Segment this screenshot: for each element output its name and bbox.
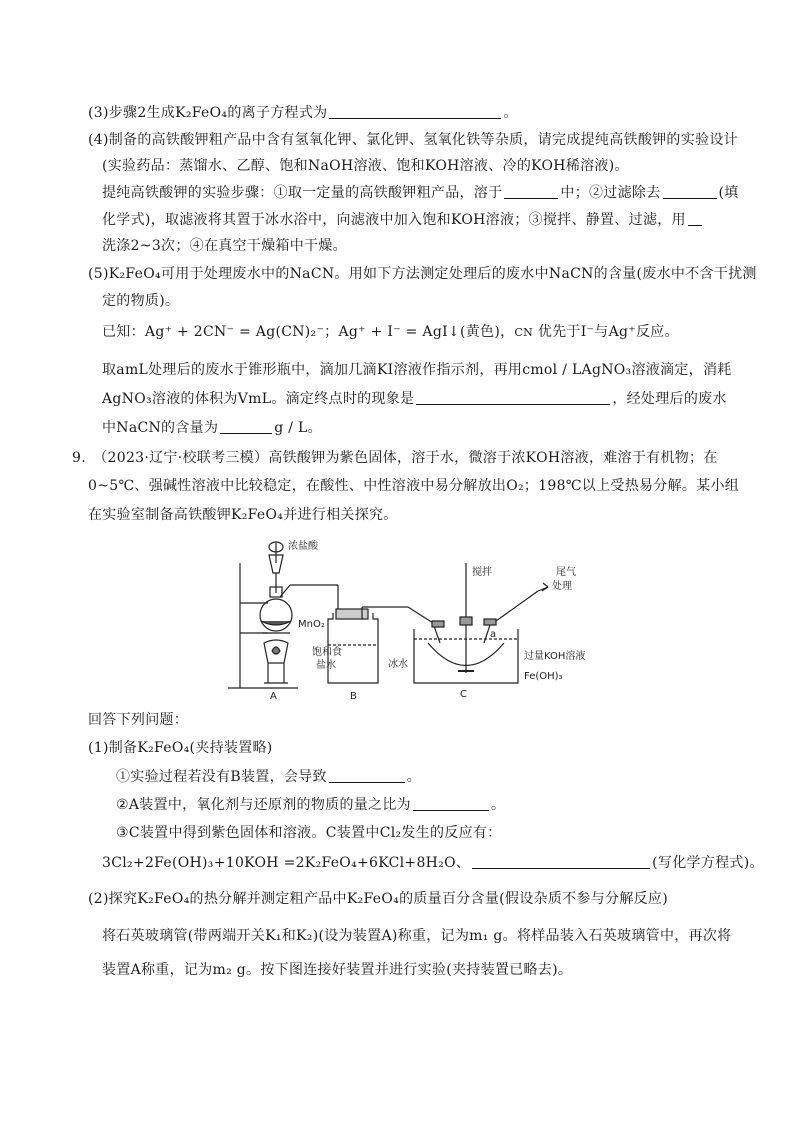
question-5-line-6: [102, 418, 322, 438]
formula-m2: m₂: [212, 962, 233, 978]
q5-text: (黄色)，: [459, 324, 515, 340]
formula-naoh: NaOH: [307, 158, 354, 174]
q9-text: 。: [406, 769, 422, 785]
part-2-heading: [88, 889, 668, 909]
apparatus-c: [414, 563, 548, 683]
formula-agno3-titrant: cmol / LAgNO₃: [522, 362, 632, 378]
q9-text: (写化学方程式)。: [652, 855, 764, 871]
q3-text-2: 的离子方程式为: [227, 105, 328, 121]
q5-text: 与: [594, 324, 609, 340]
label-apparatus-c: C: [460, 689, 467, 700]
formula-koh: KOH: [450, 212, 486, 228]
question-4-line-5: [102, 236, 347, 256]
q5-text: 定的物质)。: [102, 293, 180, 309]
formula-k1: K₁: [265, 928, 282, 944]
question-4-line-2: [102, 156, 629, 176]
q9-text: 的热分解并测定粗产品中: [189, 891, 347, 907]
q5-text: ，经处理后的废水: [612, 391, 727, 407]
formula-agno3: AgNO₃: [102, 391, 152, 407]
q9-text: 在实验室制备高铁酸钾: [88, 507, 231, 523]
q9-text: 发生的反应有：: [401, 825, 502, 841]
label-feoh3: Fe(OH)₃: [524, 671, 563, 682]
label-tail-gas-2: 处理: [552, 581, 572, 592]
q3-text: (3)步骤2生成: [88, 105, 176, 121]
q9-text: ②A装置中，氧化剂与还原剂的物质的量之比为: [116, 797, 411, 813]
answer-blank[interactable]: [329, 767, 405, 783]
answer-blank[interactable]: [663, 183, 717, 199]
formula-k2feo4: K₂FeO₄: [175, 105, 228, 121]
q9-text: (2)探究: [88, 891, 138, 907]
q9-text: 和: [281, 928, 297, 944]
question-4-line-3: [102, 183, 739, 203]
answer-blank[interactable]: [220, 418, 272, 434]
q4-text: 溶液、冷的: [459, 158, 532, 174]
question-5-line-1: [88, 264, 757, 284]
question-9-line-1: [72, 448, 718, 468]
label-ice-water: 冰水: [388, 659, 408, 670]
answer-prompt: [88, 710, 188, 730]
q9-text: ；198℃以上受热易分解。某小组: [523, 478, 740, 494]
q5-text: 中NaCN的含量为: [102, 420, 219, 436]
q5-text: (5): [88, 266, 109, 282]
formula-k2feo4: K₂FeO₄: [231, 507, 284, 523]
formula-cn: CN: [514, 326, 534, 339]
question-4-line-1: [88, 130, 738, 150]
formula-i-minus: I⁻: [580, 324, 595, 340]
formula-o2: O₂: [506, 478, 524, 494]
label-stir: 搅拌: [472, 567, 492, 578]
part-1-item-1: [116, 767, 421, 787]
q5-text: 已知：: [102, 324, 145, 340]
part-2-line-1: [102, 926, 731, 946]
question-5-line-2: [102, 291, 179, 311]
part-1-item-3: [116, 823, 502, 843]
formula-k2feo4: K₂FeO₄: [137, 740, 190, 756]
formula-ki: KI: [376, 362, 394, 378]
q4-text: 提纯高铁酸钾的实验步骤：①取一定量的高铁酸钾粗产品，溶于: [102, 185, 503, 201]
q4-text: 化学式)，取滤液将其置于冰水浴中，向滤液中加入饱和: [102, 212, 451, 228]
label-mno2: MnO₂: [298, 619, 325, 630]
formula-k2: K₂: [296, 928, 313, 944]
q9-text: 。: [490, 797, 506, 813]
apparatus-b: [328, 585, 433, 683]
q9-text: g。按下图连接好装置并进行实验(夹持装置已略去)。: [236, 962, 573, 978]
answer-blank[interactable]: [413, 795, 489, 811]
q4-text: (实验药品：蒸馏水、乙醇、饱和: [102, 158, 308, 174]
label-apparatus-a: A: [270, 691, 277, 702]
answer-blank[interactable]: [688, 210, 702, 226]
formula-vml: VmL: [237, 391, 272, 407]
question-9-line-2: [88, 476, 739, 496]
question-5-line-5: [102, 389, 727, 409]
answer-blank[interactable]: [329, 103, 501, 119]
q5-text: 溶液滴定，消耗: [631, 362, 732, 378]
part-1-equation: [102, 853, 764, 873]
q9-text: 的质量百分含量(假设杂质不参与分解反应): [399, 891, 668, 907]
q9-text: (夹持装置略): [189, 740, 273, 756]
q9-text: 0~5℃、强碱性溶液中比较稳定，在酸性、中性溶液中易分解放出: [88, 478, 507, 494]
label-hcl: 浓盐酸: [288, 541, 318, 552]
q5-text: 溶液的体积为: [151, 391, 238, 407]
question-9-line-3: [88, 505, 398, 525]
q5-text: 溶液作指示剂，再用: [393, 362, 523, 378]
label-saturated-nacl-2: 盐水: [316, 660, 336, 671]
q9-text: 回答下列问题：: [88, 712, 189, 728]
q4-text: 中；②过滤除去: [560, 185, 661, 201]
question-5-line-4: [102, 360, 732, 380]
formula-ag-plus: Ag⁺: [608, 324, 636, 340]
q4-text: (填: [718, 185, 739, 201]
question-4-line-4: [102, 210, 704, 230]
q5-text: 可用于处理废水中的NaCN。用如下方法测定处理后的废水中NaCN的含量(废水中不含干扰测: [160, 266, 757, 282]
label-apparatus-b: B: [350, 691, 357, 702]
apparatus-diagram: [228, 533, 600, 703]
q3-end: 。: [503, 105, 518, 121]
part-2-line-2: [102, 960, 572, 980]
q9-text: ①实验过程若没有B装置，会导致: [116, 769, 327, 785]
formula-koh: KOH: [531, 158, 566, 174]
q5-text: 。滴定终点时的现象是: [271, 391, 415, 407]
q9-text: 并进行相关探究。: [283, 507, 398, 523]
q4-text: (4)制备的高铁酸钾粗产品中含有氢氧化钾、氯化钾、氢氧化铁等杂质，请完成提纯高铁酸钾的实验设计: [88, 132, 738, 148]
answer-blank[interactable]: [504, 183, 558, 199]
q4-text: 洗涤2~3次；④在真空干燥箱中干燥。: [102, 238, 347, 254]
q9-text: g。将样品装入石英玻璃管中，再次将: [493, 928, 732, 944]
q5-text: 取amL处理后的废水于锥形瓶中，滴加几滴: [102, 362, 377, 378]
q5-text: 。: [307, 420, 322, 436]
equation-ag-i: Ag⁺ + I⁻ = AgI↓: [338, 324, 460, 340]
formula-k2feo4: K₂FeO₄: [137, 891, 190, 907]
equation-separator: 、: [455, 855, 471, 871]
question-5-line-3: 已知：Ag⁺ + 2CN⁻ = Ag(CN)₂⁻；Ag⁺ + I⁻ = AgI↓(黄色)，CN 优先于I⁻与Ag⁺反应。: [102, 324, 679, 340]
unit-g-per-l: g / L: [274, 420, 308, 436]
q4-text: 溶液、饱和: [353, 158, 425, 174]
q9-text: ③C装置中得到紫色固体和溶液。C装置中: [116, 825, 380, 841]
equation-main: 3Cl₂+2Fe(OH)₃+10KOH =2K₂FeO₄+6KCl+8H₂O: [102, 855, 456, 871]
label-saturated-nacl-1: 饱和食: [312, 647, 342, 658]
part-1-heading: [88, 738, 273, 758]
formula-m1: m₁: [469, 928, 489, 944]
formula-koh: KOH: [424, 158, 460, 174]
formula-k2feo4: K₂FeO₄: [346, 891, 400, 907]
question-3: [88, 103, 518, 123]
label-tail-gas-1: 尾气: [556, 567, 576, 578]
part-1-item-2: [116, 795, 505, 815]
q9-text: 9. （2023·辽宁·校联考三模）高铁酸钾为紫色固体，溶于水，微溶于浓KOH溶液，难溶于有机物；在: [72, 450, 718, 466]
q4-text: 稀溶液)。: [565, 158, 629, 174]
answer-blank[interactable]: [416, 389, 610, 405]
q9-text: 将石英玻璃管(带两端开关: [102, 928, 266, 944]
equation-ag-cn: Ag⁺ + 2CN⁻ = Ag(CN)₂⁻: [144, 324, 325, 340]
q4-text: 溶液；③搅拌、静置、过滤，用: [485, 212, 686, 228]
answer-blank[interactable]: [472, 853, 650, 869]
q5-text: 反应。: [635, 324, 679, 340]
formula-cl2: Cl₂: [379, 825, 402, 841]
q9-text: )(设为装置A)称重，记为: [312, 928, 470, 944]
label-excess-koh: 过量KOH溶液: [524, 651, 586, 662]
q9-text: (1)制备: [88, 740, 138, 756]
q5-text: 优先于: [537, 324, 581, 340]
q9-text: 装置A称重，记为: [102, 962, 213, 978]
formula-k2feo4: K₂FeO₄: [108, 266, 161, 282]
label-port-a: a: [490, 629, 497, 640]
